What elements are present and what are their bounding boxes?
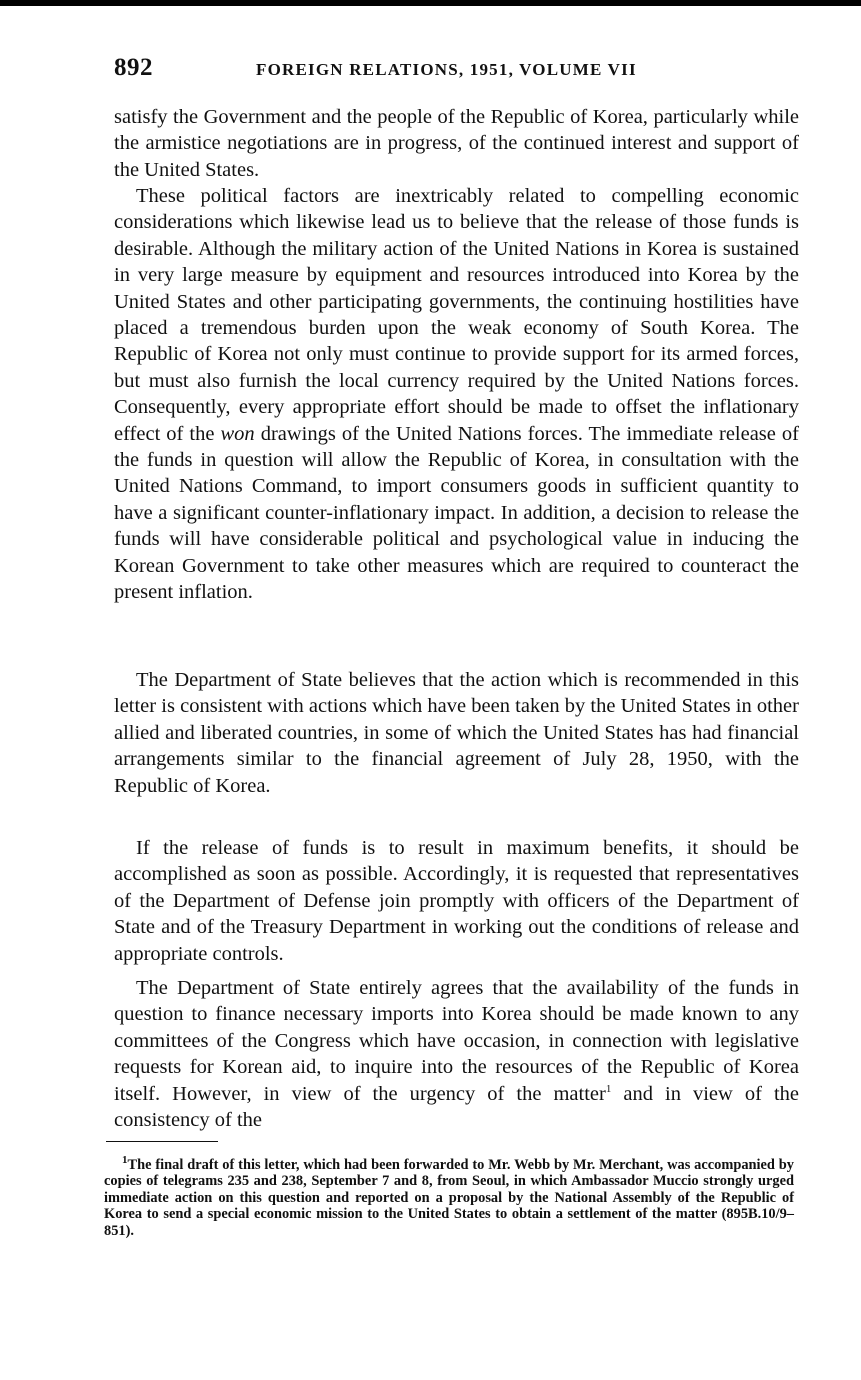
paragraph-continued: satisfy the Government and the people of the Republic of Korea, particularly while the armistice negotiations are in progress, of the continued interest and support of the United States. bbox=[114, 106, 799, 181]
running-head-title: FOREIGN RELATIONS, 1951, VOLUME VII bbox=[256, 60, 637, 79]
page-number: 892 bbox=[114, 54, 153, 81]
footnote-reference: 1 bbox=[605, 1082, 612, 1095]
paragraph-text: and in view of the consistency of the bbox=[114, 1082, 800, 1132]
paragraph-congress bbox=[114, 975, 799, 1133]
footnote-marker: 1 bbox=[122, 1154, 128, 1167]
running-head bbox=[114, 54, 804, 90]
top-edge-rule bbox=[0, 0, 861, 6]
paragraph-text: The Department of State entirely agrees that the availability of the funds in question to finance necessary imports into Korea should be made known to any committees of the Congress which have occasion, in connection with legislative requests for Korean aid, to inquire into the resources of the Republic of Korea itself. However, in view of the urgency of the matter bbox=[114, 977, 799, 1105]
footnote bbox=[104, 1154, 794, 1239]
paragraph-economic-considerations bbox=[114, 183, 799, 661]
paragraph-text: These political factors are inextricably related to compelling economic considerations which likewise lead us to believe that the release of those funds is desirable. Although the military action of the United Nations in Korea is sustained in very large measure by equipment and resources introduced into Korea by the United States and other participating governments, the continuing hostilities have placed a tremendous burden upon the weak economy of South Korea. The Republic of Korea not only must continue to provide support for its armed forces, but must also furnish the local currency required by the United Nations forces. Consequently, every appropriate effort should be made to offset the inflationary effect of the bbox=[114, 185, 799, 445]
footnote-divider bbox=[106, 1141, 218, 1142]
paragraph-text: drawings of the United Nations forces. The immediate release of the funds in question will allow the Republic of Korea, in consultation with the United Nations Command, to import consumers goods in sufficient quantity to have a significant counter-inflationary impact. In addition, a decision to release the funds will have considerable political and psychological value in inducing the Korean Government to take other measures which are required to counteract the present inflation. bbox=[114, 422, 799, 604]
footnote-text: The final draft of this letter, which had been forwarded to Mr. Webb by Mr. Merchant, was accompanied by copies of telegrams 235 and 238, September 7 and 8, from Seoul, in which Ambassador Muccio strongly urged immediate action on this question and reported on a proposal by the National Assembly of the Republic of Korea to send a special economic mission to the United States to obtain a settlement of the matter (895B.10/9–851). bbox=[104, 1157, 794, 1239]
italic-term-won: won bbox=[220, 422, 255, 445]
paragraph-release-timing: If the release of funds is to result in maximum benefits, it should be accomplished as soon as possible. Accordingly, it is requested that representatives of the Department of Defense join promptly with officers of the Department of State and of the Treasury Department in working out the conditions of release and appropriate controls. bbox=[114, 837, 799, 965]
paragraph-consistency: The Department of State believes that the action which is recommended in this letter is consistent with actions which have been taken by the United States in other allied and liberated countries, in some of which the United States has had financial arrangements similar to the financial agreement of July 28, 1950, with the Republic of Korea. bbox=[114, 669, 799, 797]
body-text bbox=[114, 104, 799, 1133]
